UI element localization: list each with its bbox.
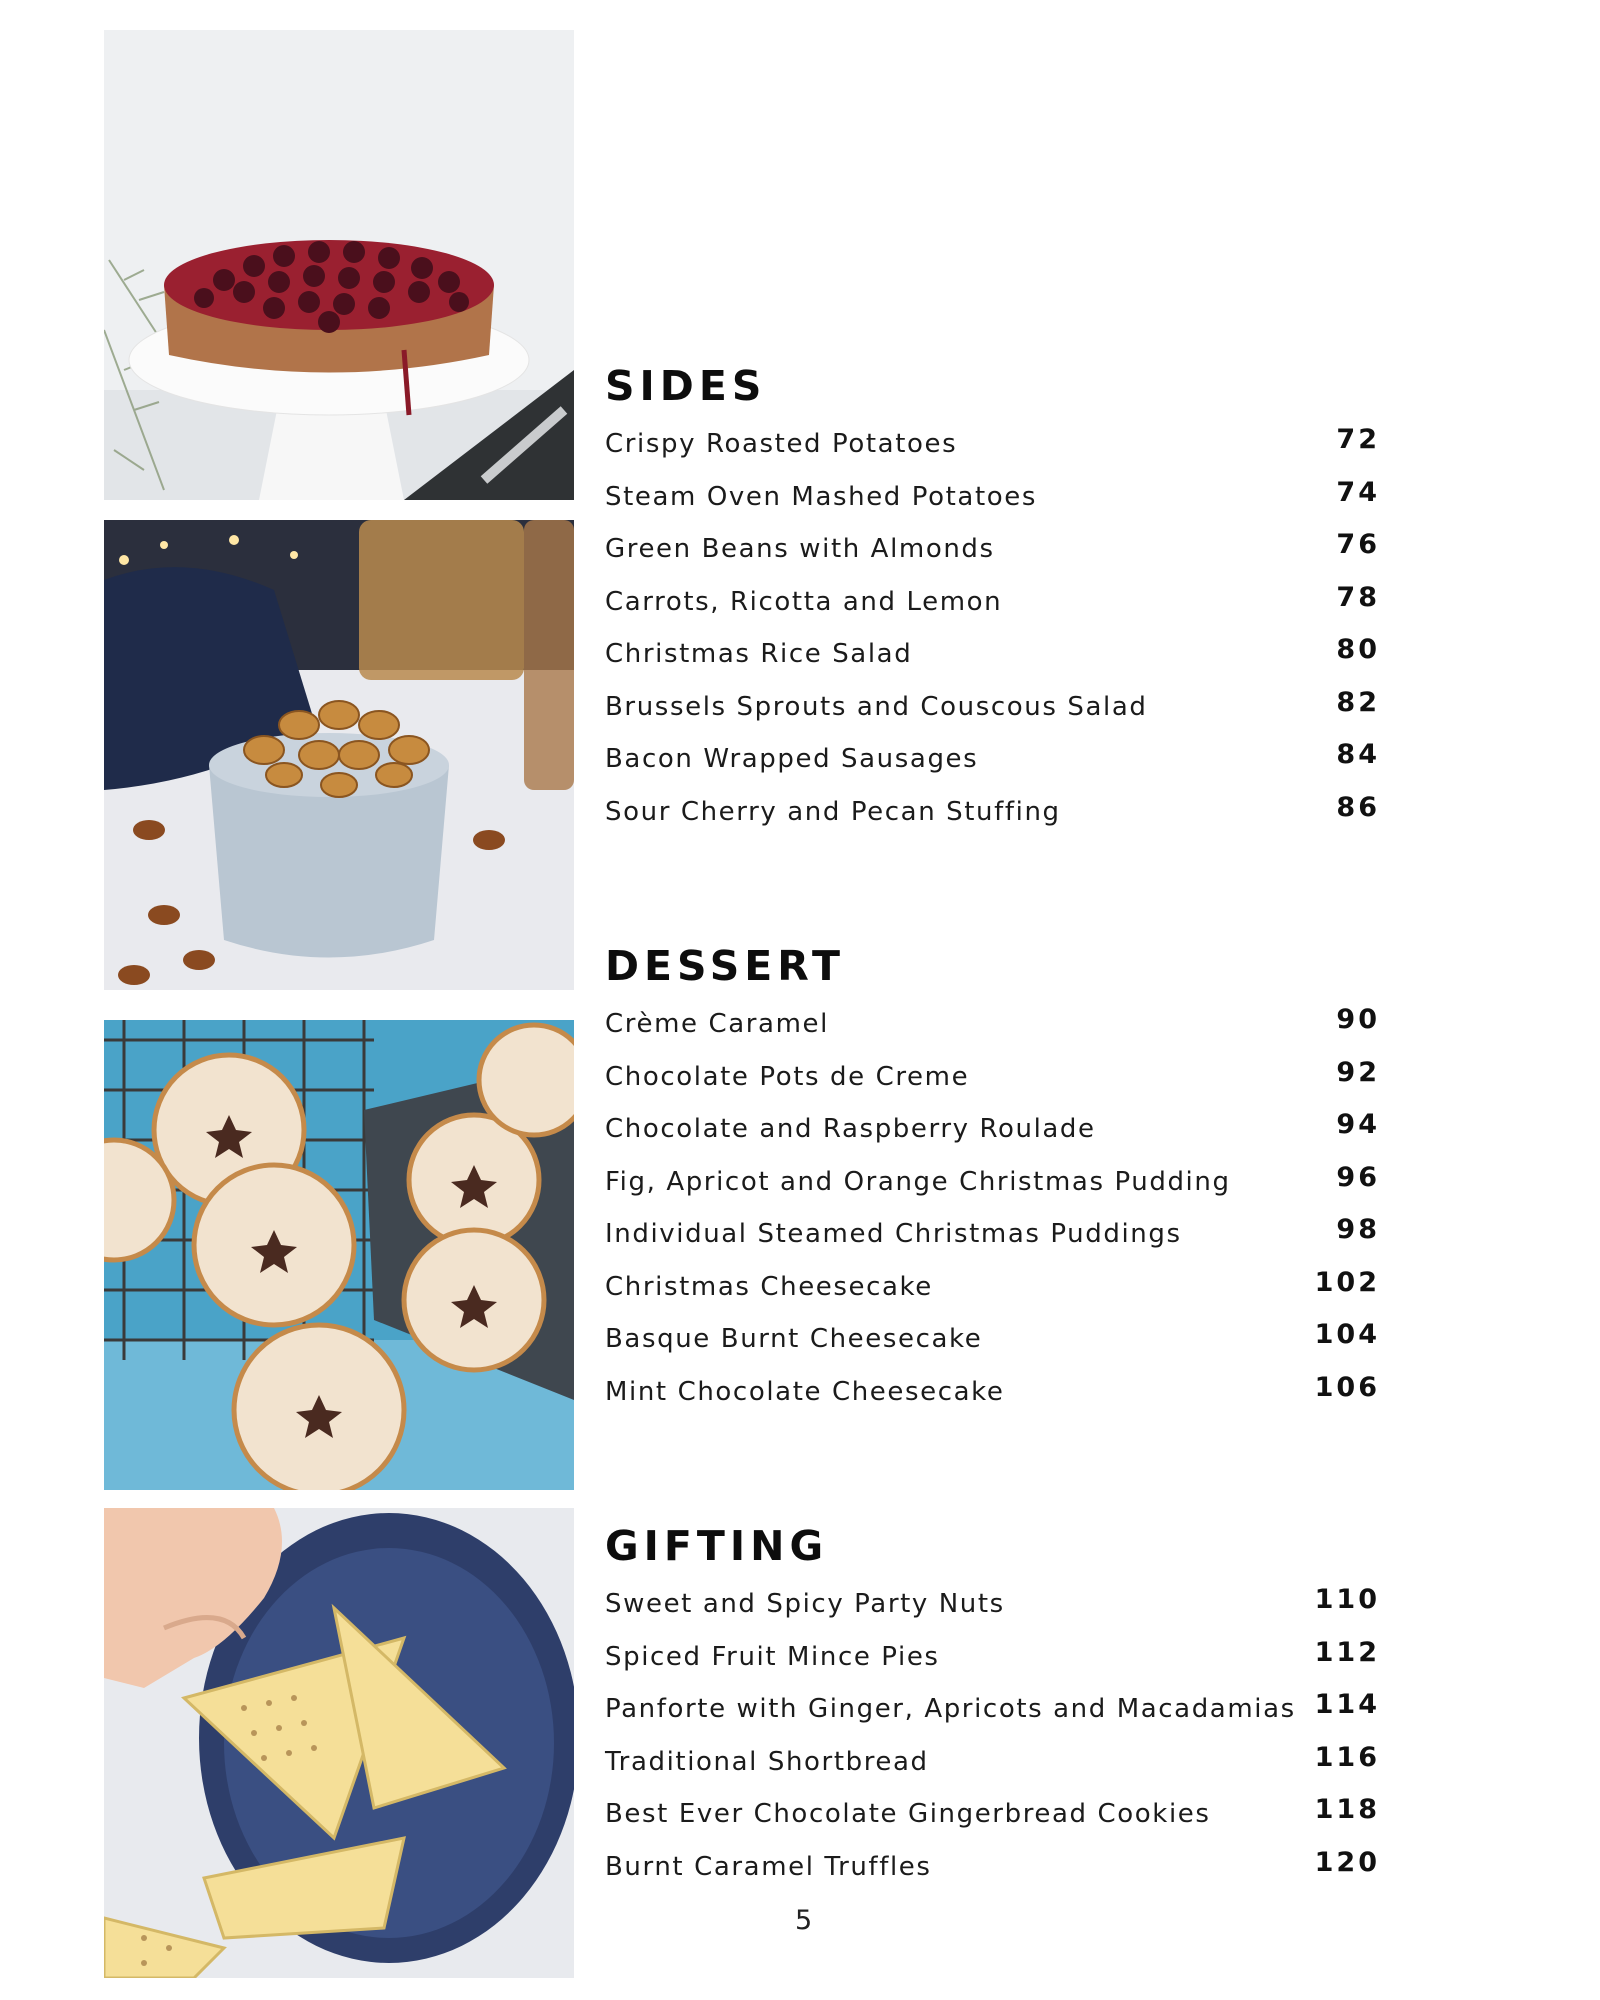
entry-page: 110 [1314, 1584, 1380, 1615]
entry-page: 86 [1336, 791, 1380, 823]
entry-title: Spiced Fruit Mince Pies [605, 1641, 940, 1672]
entry-page: 74 [1336, 476, 1380, 508]
toc-entry[interactable] [605, 1266, 1380, 1322]
entry-title: Chocolate and Raspberry Roulade [605, 1114, 1096, 1144]
entry-list [605, 426, 1380, 846]
toc-entry[interactable] [605, 1636, 1380, 1692]
toc-entry[interactable] [605, 1321, 1380, 1374]
entry-title: Christmas Cheesecake [605, 1271, 933, 1302]
toc-entry[interactable] [605, 1586, 1380, 1639]
toc-entry[interactable] [605, 426, 1380, 479]
entry-page: 104 [1314, 1319, 1380, 1350]
entry-page: 92 [1336, 1056, 1380, 1088]
entry-page: 114 [1314, 1689, 1380, 1720]
section-title: GIFTING [605, 1522, 829, 1570]
toc-entry[interactable] [605, 1216, 1380, 1269]
toc-entry[interactable] [605, 1371, 1380, 1427]
toc-entry[interactable] [605, 1796, 1380, 1849]
entry-title: Green Beans with Almonds [605, 534, 995, 564]
section-title: DESSERT [605, 942, 845, 990]
toc-entry[interactable] [605, 1006, 1380, 1059]
toc-entry[interactable] [605, 1161, 1380, 1217]
entry-page: 82 [1336, 686, 1380, 718]
section-gifting [605, 1520, 1380, 1901]
entry-page: 118 [1314, 1794, 1380, 1825]
toc-entry[interactable] [605, 1846, 1380, 1902]
spiced-nuts-photo [104, 520, 574, 990]
entry-title: Burnt Caramel Truffles [605, 1851, 932, 1882]
toc-entry[interactable] [605, 636, 1380, 689]
entry-list [605, 1586, 1380, 1901]
entry-page: 84 [1336, 739, 1380, 770]
entry-title: Sour Cherry and Pecan Stuffing [605, 796, 1061, 827]
section-dessert [605, 940, 1380, 1426]
entry-title: Christmas Rice Salad [605, 639, 913, 669]
entry-page: 78 [1336, 581, 1380, 613]
toc-entry[interactable] [605, 1056, 1380, 1112]
entry-title: Panforte with Ginger, Apricots and Macadamias [605, 1694, 1296, 1724]
toc-entry[interactable] [605, 581, 1380, 637]
entry-page: 90 [1336, 1004, 1380, 1035]
entry-page: 120 [1314, 1846, 1380, 1878]
shortbread-photo [104, 1508, 574, 1978]
entry-page: 80 [1336, 634, 1380, 665]
entry-title: Brussels Sprouts and Couscous Salad [605, 691, 1148, 722]
entry-title: Best Ever Chocolate Gingerbread Cookies [605, 1799, 1211, 1829]
section-sides [605, 360, 1380, 846]
entry-title: Sweet and Spicy Party Nuts [605, 1589, 1005, 1619]
entry-title: Carrots, Ricotta and Lemon [605, 586, 1003, 617]
entry-page: 96 [1336, 1161, 1380, 1193]
entry-title: Traditional Shortbread [605, 1746, 929, 1777]
entry-title: Mint Chocolate Cheesecake [605, 1376, 1005, 1407]
entry-page: 72 [1336, 424, 1380, 455]
toc-entry[interactable] [605, 476, 1380, 532]
entry-page: 76 [1336, 529, 1380, 560]
page-number: 5 [795, 1905, 813, 1936]
toc-entry[interactable] [605, 741, 1380, 794]
entry-page: 116 [1314, 1741, 1380, 1773]
entry-title: Individual Steamed Christmas Puddings [605, 1219, 1182, 1249]
toc-entry[interactable] [605, 686, 1380, 742]
toc-entry[interactable] [605, 531, 1380, 584]
entry-title: Crispy Roasted Potatoes [605, 429, 958, 459]
entry-title: Fig, Apricot and Orange Christmas Pudding [605, 1166, 1231, 1197]
toc-entry[interactable] [605, 1111, 1380, 1164]
toc-entry[interactable] [605, 1691, 1380, 1744]
entry-title: Crème Caramel [605, 1009, 829, 1039]
cherry-cheesecake-photo [104, 30, 574, 500]
entry-list [605, 1006, 1380, 1426]
table-of-contents [605, 360, 1380, 1901]
entry-title: Bacon Wrapped Sausages [605, 744, 979, 774]
entry-page: 106 [1314, 1371, 1380, 1403]
entry-page: 102 [1314, 1266, 1380, 1298]
entry-title: Steam Oven Mashed Potatoes [605, 481, 1037, 512]
entry-page: 112 [1314, 1636, 1380, 1668]
section-title: SIDES [605, 362, 767, 410]
entry-page: 94 [1336, 1109, 1380, 1140]
entry-title: Basque Burnt Cheesecake [605, 1324, 983, 1354]
mince-pies-photo [104, 1020, 574, 1490]
entry-page: 98 [1336, 1214, 1380, 1245]
toc-entry[interactable] [605, 1741, 1380, 1797]
toc-entry[interactable] [605, 791, 1380, 847]
entry-title: Chocolate Pots de Creme [605, 1061, 970, 1092]
